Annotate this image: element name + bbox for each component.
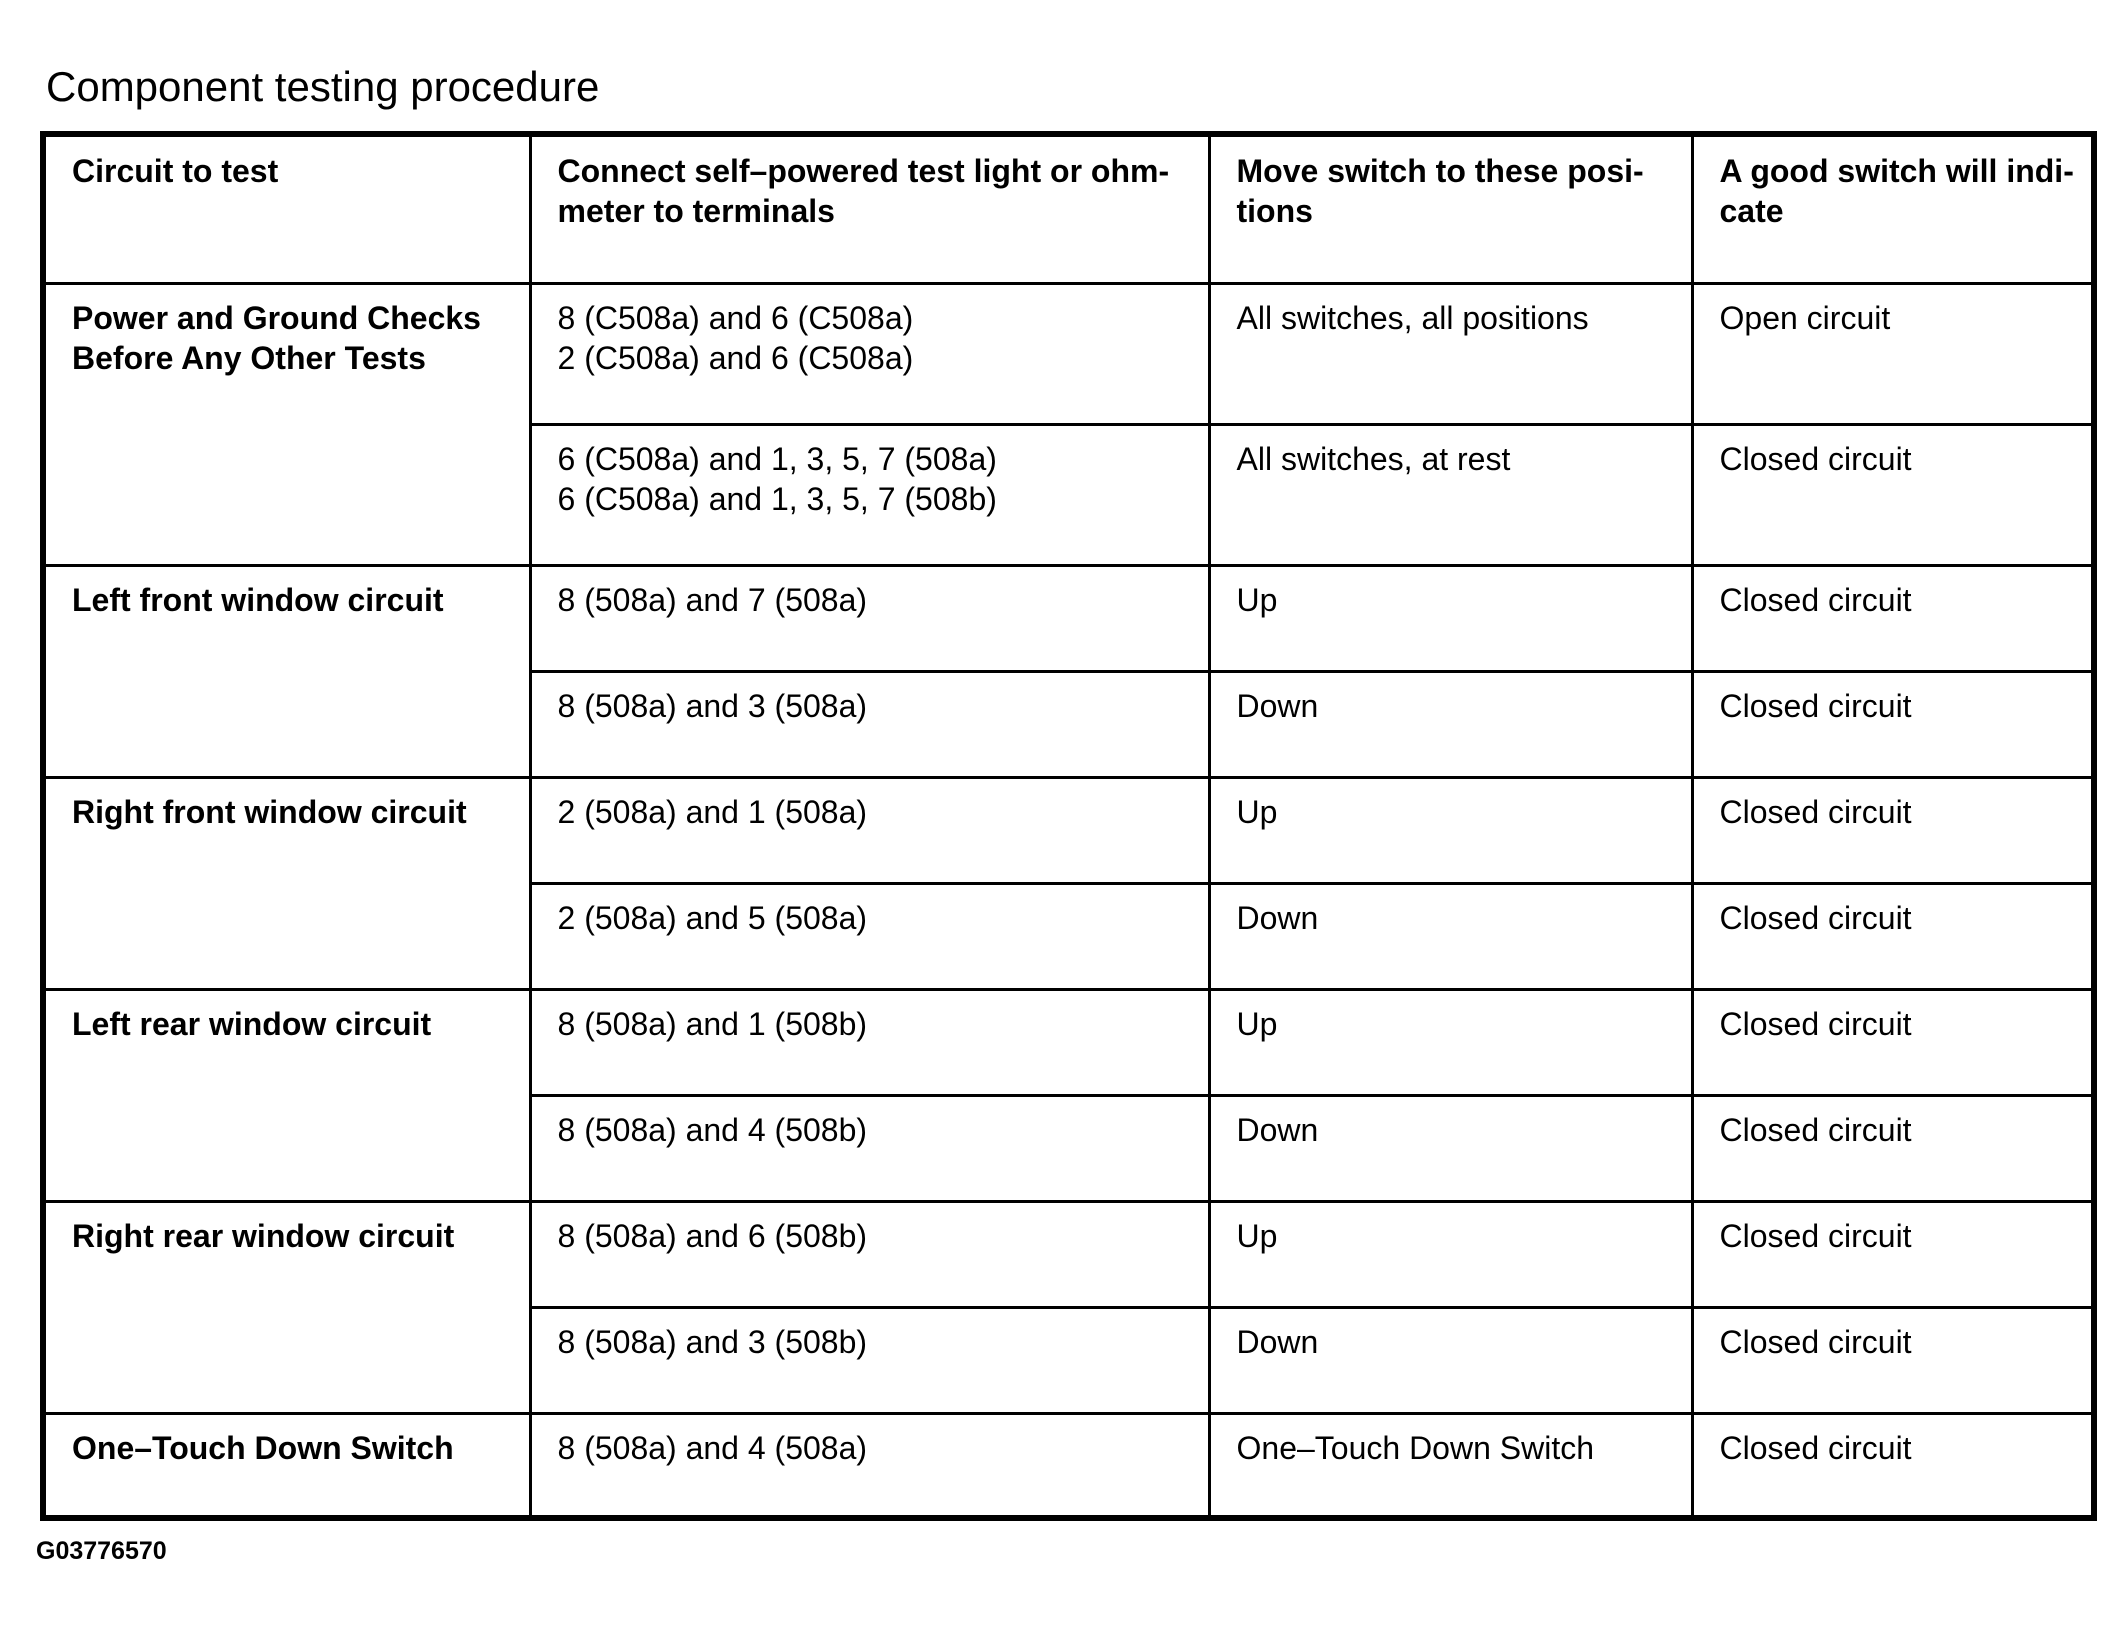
indicate-cell: Closed circuit [1692,1202,2094,1308]
circuit-name-cell: Power and Ground Checks Before Any Other Tests [43,284,530,566]
indicate-cell: Closed circuit [1692,778,2094,884]
table-row [43,284,2094,425]
positions-cell: Down [1209,1096,1692,1202]
positions-cell: Down [1209,884,1692,990]
positions-cell: Down [1209,1308,1692,1414]
terminals-cell: 8 (508a) and 3 (508a) [530,672,1209,778]
terminals-cell: 2 (508a) and 5 (508a) [530,884,1209,990]
positions-cell: One–Touch Down Switch [1209,1414,1692,1518]
indicate-cell: Closed circuit [1692,1414,2094,1518]
circuit-name-cell: Right rear window circuit [43,1202,530,1414]
table-row [43,990,2094,1096]
indicate-cell: Closed circuit [1692,1096,2094,1202]
figure-id: G03776570 [36,1537,167,1565]
indicate-cell: Closed circuit [1692,884,2094,990]
header-indicate: A good switch will indi- cate [1692,134,2094,284]
header-positions: Move switch to these posi- tions [1209,134,1692,284]
header-row [43,134,2094,284]
table-row [43,778,2094,884]
terminals-cell: 8 (508a) and 3 (508b) [530,1308,1209,1414]
circuit-name-cell: Left front window circuit [43,566,530,778]
positions-cell: Up [1209,778,1692,884]
table-row [43,1414,2094,1518]
header-terminals: Connect self–powered test light or ohm- meter to terminals [530,134,1209,284]
indicate-cell: Closed circuit [1692,425,2094,566]
indicate-cell: Open circuit [1692,284,2094,425]
terminals-cell: 8 (508a) and 4 (508b) [530,1096,1209,1202]
terminals-cell: 6 (C508a) and 1, 3, 5, 7 (508a) 6 (C508a) and 1, 3, 5, 7 (508b) [530,425,1209,566]
terminals-cell: 8 (508a) and 1 (508b) [530,990,1209,1096]
indicate-cell: Closed circuit [1692,990,2094,1096]
circuit-name-cell: One–Touch Down Switch [43,1414,530,1518]
table-row [43,1202,2094,1308]
testing-procedure-table [40,131,2097,1521]
terminals-cell: 2 (508a) and 1 (508a) [530,778,1209,884]
positions-cell: All switches, all positions [1209,284,1692,425]
terminals-cell: 8 (508a) and 4 (508a) [530,1414,1209,1518]
indicate-cell: Closed circuit [1692,672,2094,778]
indicate-cell: Closed circuit [1692,566,2094,672]
positions-cell: Up [1209,566,1692,672]
positions-cell: Up [1209,990,1692,1096]
table-row [43,566,2094,672]
positions-cell: All switches, at rest [1209,425,1692,566]
circuit-name-cell: Right front window circuit [43,778,530,990]
positions-cell: Up [1209,1202,1692,1308]
positions-cell: Down [1209,672,1692,778]
header-circuit: Circuit to test [43,134,530,284]
circuit-name-cell: Left rear window circuit [43,990,530,1202]
indicate-cell: Closed circuit [1692,1308,2094,1414]
terminals-cell: 8 (C508a) and 6 (C508a) 2 (C508a) and 6 (C508a) [530,284,1209,425]
page-title: Component testing procedure [46,63,600,110]
terminals-cell: 8 (508a) and 7 (508a) [530,566,1209,672]
terminals-cell: 8 (508a) and 6 (508b) [530,1202,1209,1308]
